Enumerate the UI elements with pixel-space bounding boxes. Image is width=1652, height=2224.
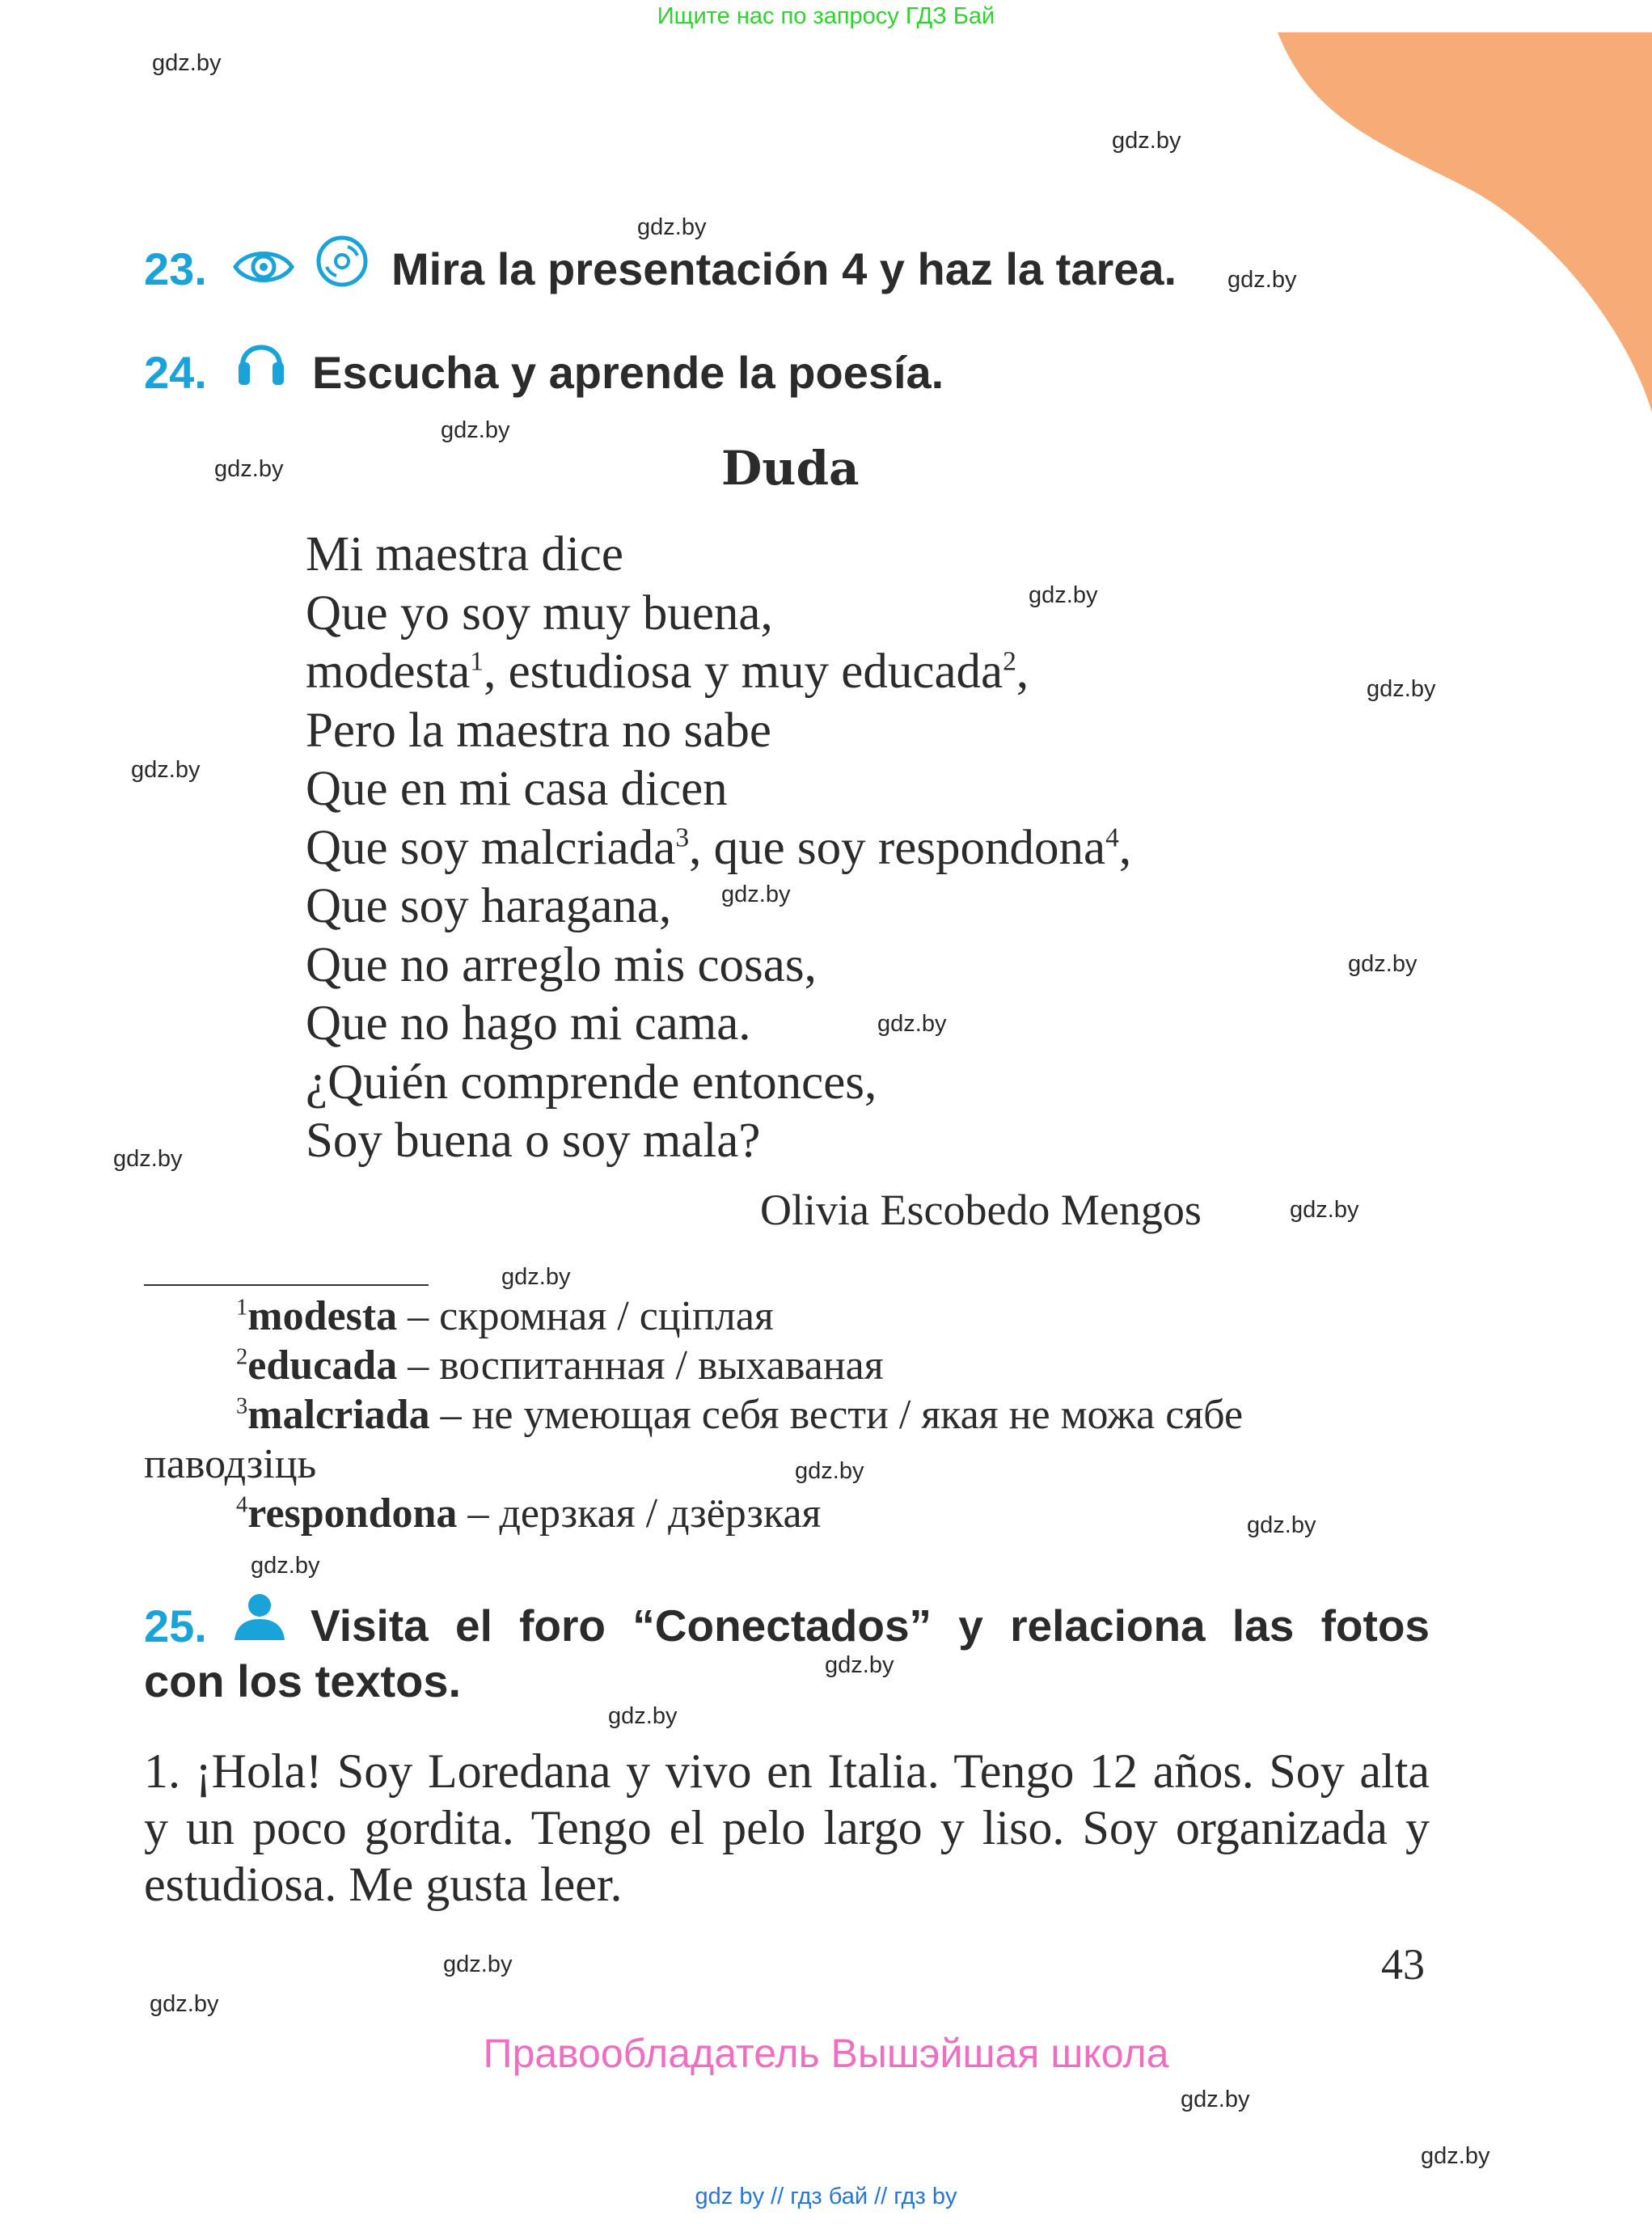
poem-line: Soy buena o soy mala? [306, 1114, 761, 1168]
poem [306, 526, 1131, 1171]
watermark: gdz.by [1112, 128, 1181, 154]
watermark: gdz.by [608, 1703, 678, 1729]
watermark: gdz.by [443, 1951, 513, 1977]
watermark: gdz.by [1247, 1512, 1316, 1538]
watermark: gdz.by [1029, 582, 1098, 608]
task-25-text-line2: con los textos. [144, 1655, 462, 1706]
poem-line: Que soy malcriada$^3$, que soy respondona$^4$, [306, 820, 1132, 875]
watermark: gdz.by [131, 757, 201, 783]
bottom-links[interactable]: gdz by // гдз бай // гдз by [695, 2184, 957, 2209]
watermark: gdz.by [501, 1264, 571, 1290]
page-number: 43 [1381, 1940, 1425, 1989]
task-number: 25. [144, 1600, 207, 1651]
watermark: gdz.by [214, 456, 284, 482]
watermark: gdz.by [795, 1458, 864, 1484]
poem-line: modesta$^1$, estudiosa y muy educada$^2$, [306, 645, 1029, 699]
headphones-icon [236, 333, 286, 390]
footnote-divider [144, 1284, 429, 1286]
text-1: 1. ¡Hola! Soy Loredana y vivo en Italia. Tengo 12 años. Soy alta y un poco gordita. Tengo el pelo largo y liso. Soy organizada y estudiosa. Me gusta leer. [144, 1744, 1430, 1911]
watermark: gdz.by [825, 1652, 894, 1678]
footnote: $^4$respondona – дерзкая / дзёрзкая [236, 1490, 822, 1537]
watermark: gdz.by [1348, 951, 1418, 977]
watermark: gdz.by [113, 1146, 183, 1172]
watermark: gdz.by [1227, 267, 1297, 293]
watermark: gdz.by [1367, 676, 1436, 702]
footnote-ref: 1 [470, 646, 484, 677]
task-number: 24. [144, 347, 207, 398]
task-24-text: Escucha y aprende la poesía. [312, 347, 944, 398]
poem-line: Que no arreglo mis cosas, [306, 937, 817, 992]
poem-author: Olivia Escobedo Mengos [760, 1186, 1202, 1234]
watermark: gdz.by [877, 1011, 947, 1037]
copyright: Правообладатель Вышэйшая школа [483, 2031, 1169, 2076]
task-23-text: Mira la presentación 4 y haz la tarea. [391, 243, 1177, 294]
footnote-ref: 4 [1105, 822, 1119, 853]
footnote-ref: 2 [1003, 646, 1016, 677]
task-25 [144, 1600, 207, 1652]
task-number: 23. [144, 243, 207, 294]
watermark: gdz.by [251, 1553, 320, 1579]
footnote-ref: 3 [675, 822, 690, 853]
poem-line: Mi maestra dice [306, 527, 623, 581]
poem-line: Que soy haragana, [306, 879, 672, 933]
disc-icon [315, 235, 369, 288]
footnote: $^1$modesta – скромная / сціплая [236, 1293, 774, 1339]
poem-line: Pero la maestra no sabe [306, 703, 771, 758]
watermark: gdz.by [150, 1991, 219, 2017]
poem-line: Que yo soy muy buena, [306, 586, 773, 641]
footnote: $^2$educada – воспитанная / выхаваная [236, 1342, 884, 1389]
footnote: $^3$malcriada – не умеющая себя вести / якая не можа сябе [236, 1392, 1244, 1438]
watermark: gdz.by [441, 417, 510, 443]
poem-title: Duda [721, 441, 860, 496]
corner-decoration [1278, 32, 1652, 412]
task-23 [144, 243, 207, 295]
watermark: gdz.by [721, 882, 791, 907]
watermark: gdz.by [637, 214, 707, 240]
watermark: gdz.by [1290, 1197, 1359, 1223]
poem-line: Que en mi casa dicen [306, 762, 728, 816]
footnote-continuation: паводзіць [144, 1441, 317, 1487]
person-icon [231, 1592, 288, 1642]
poem-line: Que no hago mi cama. [306, 996, 751, 1051]
watermark: gdz.by [1421, 2143, 1490, 2169]
task-25-text: Visita el foro “Conectados” y relaciona las fotos [311, 1600, 1430, 1651]
task-24 [144, 346, 207, 399]
header-note[interactable]: Ищите нас по запросу ГДЗ Бай [657, 3, 995, 29]
eye-icon [232, 244, 295, 290]
poem-line: ¿Quién comprende entonces, [306, 1055, 877, 1110]
watermark: gdz.by [1181, 2087, 1250, 2112]
watermark: gdz.by [152, 50, 222, 76]
